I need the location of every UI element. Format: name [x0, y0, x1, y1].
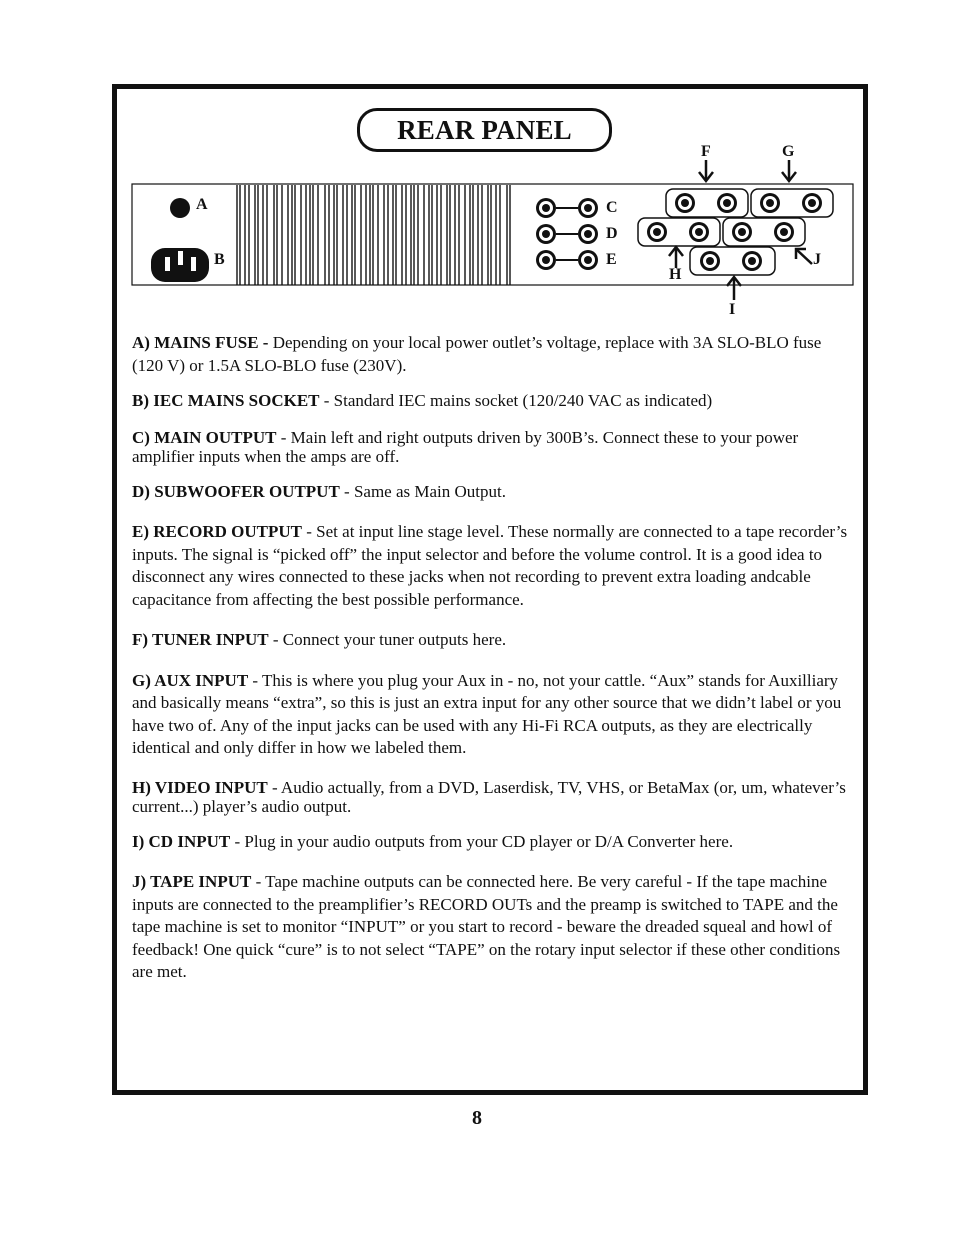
- label-d: D: [606, 225, 618, 242]
- rear-panel-diagram: [0, 0, 954, 330]
- label-b: B: [214, 251, 225, 268]
- label-j: J: [813, 251, 821, 268]
- item-j: J) TAPE INPUT - Tape machine outputs can be connected here. Be very careful - If the tape machine inputs are connected to the preamplifier’s RECORD OUTs and the preamp is switched to TAPE and the tape machine is set to monitor “INPUT” or you start to record - beware the dreaded squeal and howl of feedback! One quick “cure” is to not select “TAPE” on the rotary input selector if these other conditions are met.: [132, 872, 841, 981]
- item-d: D) SUBWOOFER OUTPUT - Same as Main Output.: [132, 481, 506, 501]
- item-list: [132, 332, 852, 984]
- item-h: H) VIDEO INPUT - Audio actually, from a DVD, Laserdisk, TV, VHS, or BetaMax (or, um, whatever’s current...) player’s audio output.: [132, 777, 846, 816]
- item-i: I) CD INPUT - Plug in your audio outputs from your CD player or D/A Converter here.: [132, 831, 734, 851]
- output-jacks: [536, 198, 598, 270]
- label-h: H: [669, 266, 682, 283]
- label-i: I: [729, 301, 736, 318]
- mains-fuse-icon: [170, 198, 190, 218]
- label-a: A: [196, 196, 208, 213]
- item-g: G) AUX INPUT - This is where you plug your Aux in - no, not your cattle. “Aux” stands for Auxilliary and basically means “extra”, so this is just an extra input for any other source that we didn’t label or you have two of. Any of the input jacks can be used with any Hi-Fi RCA outputs, as they are electrically identical and only differ in how we labeled them.: [132, 670, 842, 757]
- label-c: C: [606, 199, 618, 216]
- page-number: 8: [472, 1107, 482, 1129]
- item-b: B) IEC MAINS SOCKET - Standard IEC mains socket (120/240 VAC as indicated): [132, 391, 713, 410]
- item-c: C) MAIN OUTPUT - Main left and right outputs driven by 300B’s. Connect these to your power amplifier inputs when the amps are off.: [132, 427, 799, 466]
- item-a: A) MAINS FUSE - Depending on your local power outlet’s voltage, replace with 3A SLO-BLO fuse (120 V) or 1.5A SLO-BLO fuse (230V).: [132, 333, 822, 375]
- label-e: E: [606, 251, 617, 268]
- page-title: REAR PANEL: [357, 108, 612, 152]
- label-g: G: [782, 143, 795, 160]
- label-f: F: [701, 143, 711, 160]
- item-f: F) TUNER INPUT - Connect your tuner outputs here.: [132, 630, 507, 649]
- item-e: E) RECORD OUTPUT - Set at input line stage level. These normally are connected to a tape recorder’s inputs. The signal is “picked off” the input selector and before the volume control. It is a good idea to disconnect any wires connected to these jacks when not recording to prevent extra loading andcable capacitance from affecting the best possible performance.: [132, 522, 848, 609]
